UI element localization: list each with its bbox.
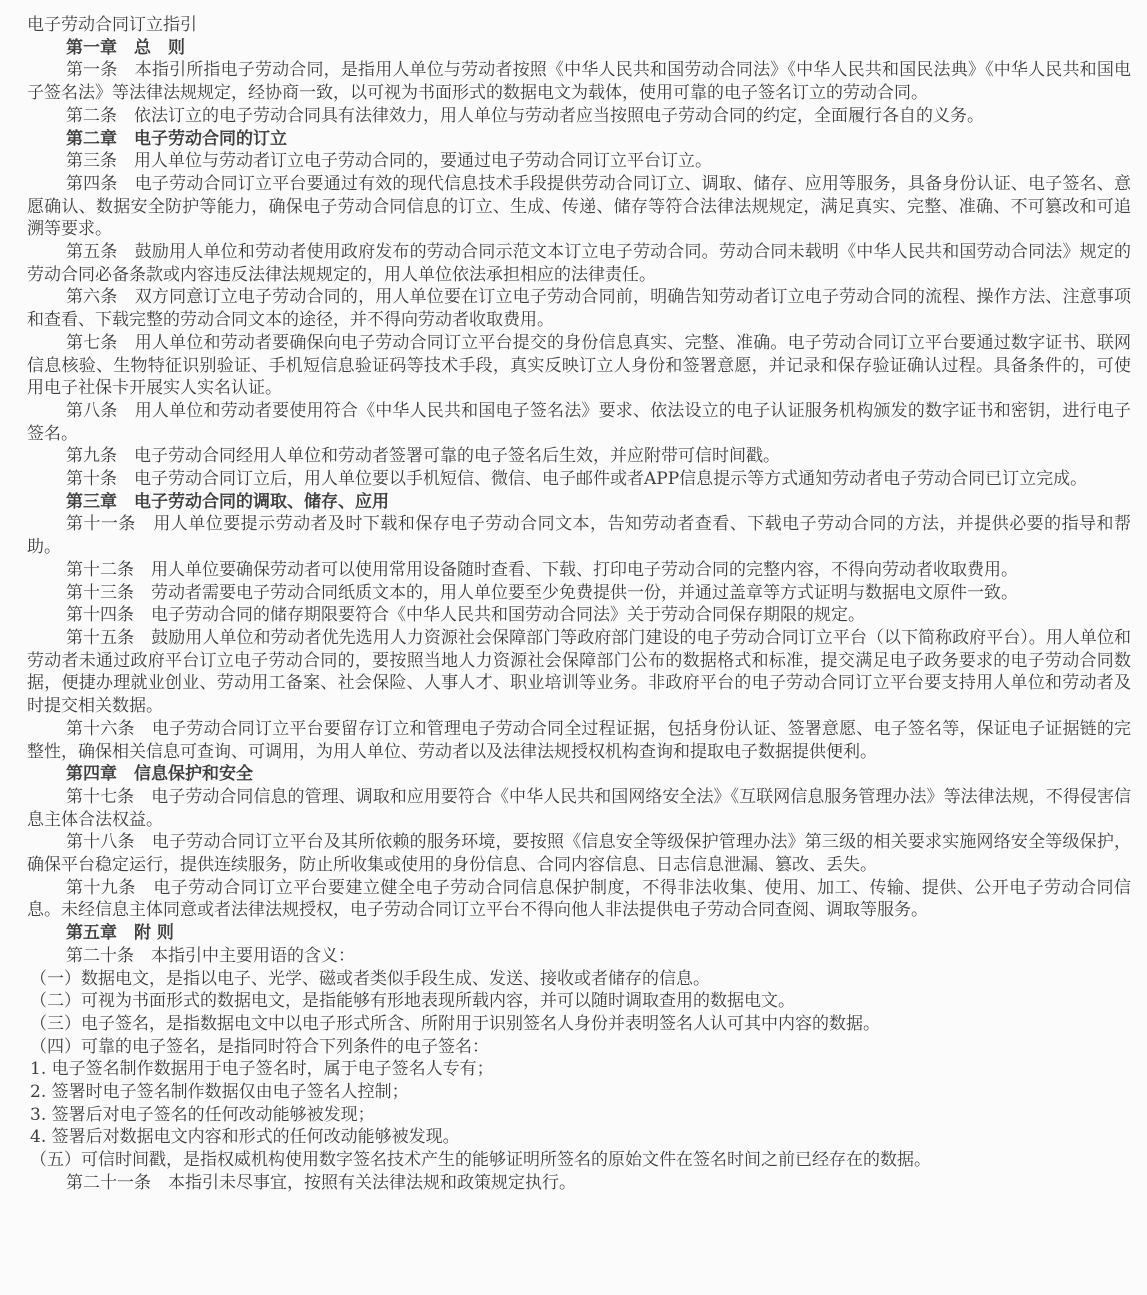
definition-item-3: （三）电子签名，是指数据电文中以电子形式所含、所附用于识别签名人身份并表明签名人认可其中内容的数据。 xyxy=(30,1013,880,1034)
article-8: 第八条 用人单位和劳动者要使用符合《中华人民共和国电子签名法》要求、依法设立的电子认证服务机构颁发的数字证书和密钥，进行电子签名。 xyxy=(27,400,1131,444)
article-17: 第十七条 电子劳动合同信息的管理、调取和应用要符合《中华人民共和国网络安全法》《互联网信息服务管理办法》等法律法规，不得侵害信息主体合法权益。 xyxy=(27,786,1131,830)
article-15: 第十五条 鼓励用人单位和劳动者优先选用人力资源社会保障部门等政府部门建设的电子劳动合同订立平台（以下简称政府平台）。用人单位和劳动者未通过政府平台订立电子劳动合同的，要按照当地人力资源社会保障部门公布的数据格式和标准，提交满足电子政务要求的电子劳动合同数据，便捷办理就业创业、劳动用工备案、社会保险、人事人才、职业培训等业务。非政府平台的电子劳动合同订立平台要支持用人单位和劳动者及时提交相关数据。 xyxy=(27,627,1131,717)
article-11: 第十一条 用人单位要提示劳动者及时下载和保存电子劳动合同文本，告知劳动者查看、下载电子劳动合同的方法，并提供必要的指导和帮助。 xyxy=(27,514,1131,558)
condition-3: 3. 签署后对电子签名的任何改动能够被发现； xyxy=(30,1104,375,1125)
definition-item-1: （一）数据电文，是指以电子、光学、磁或者类似手段生成、发送、接收或者储存的信息。 xyxy=(30,968,710,989)
article-20: 第二十条 本指引中主要用语的含义： xyxy=(66,945,355,966)
article-21: 第二十一条 本指引未尽事宜，按照有关法律法规和政策规定执行。 xyxy=(66,1172,576,1193)
article-3: 第三条 用人单位与劳动者订立电子劳动合同的，要通过电子劳动合同订立平台订立。 xyxy=(66,151,712,172)
article-16: 第十六条 电子劳动合同订立平台要留存订立和管理电子劳动合同全过程证据，包括身份认证、签署意愿、电子签名等，保证电子证据链的完整性，确保相关信息可查询、可调用，为用人单位、劳动者以及法律法规授权机构查询和提取电子数据提供便利。 xyxy=(27,718,1131,762)
condition-4: 4. 签署后对数据电文内容和形式的任何改动能够被发现。 xyxy=(30,1127,460,1148)
article-13: 第十三条 劳动者需要电子劳动合同纸质文本的，用人单位要至少免费提供一份，并通过盖章等方式证明与数据电文原件一致。 xyxy=(66,582,1018,603)
article-9: 第九条 电子劳动合同经用人单位和劳动者签署可靠的电子签名后生效，并应附带可信时间戳。 xyxy=(66,446,780,467)
article-14: 第十四条 电子劳动合同的储存期限要符合《中华人民共和国劳动合同法》关于劳动合同保存期限的规定。 xyxy=(66,605,865,626)
chapter-3-heading: 第三章 电子劳动合同的调取、储存、应用 xyxy=(66,491,389,512)
document-title: 电子劳动合同订立指引 xyxy=(27,15,197,35)
article-1: 第一条 本指引所指电子劳动合同，是指用人单位与劳动者按照《中华人民共和国劳动合同法》《中华人民共和国民法典》《中华人民共和国电子签名法》等法律法规规定，经协商一致，以可视为书面形式的数据电文为载体，使用可靠的电子签名订立的劳动合同。 xyxy=(27,60,1131,104)
definition-item-2: （二）可视为书面形式的数据电文，是指能够有形地表现所载内容，并可以随时调取查用的数据电文。 xyxy=(30,991,795,1012)
chapter-4-heading: 第四章 信息保护和安全 xyxy=(66,764,253,785)
chapter-2-heading: 第二章 电子劳动合同的订立 xyxy=(66,128,287,149)
article-10: 第十条 电子劳动合同订立后，用人单位要以手机短信、微信、电子邮件或者APP信息提示等方式通知劳动者电子劳动合同已订立完成。 xyxy=(66,469,1088,490)
condition-1: 1. 电子签名制作数据用于电子签名时，属于电子签名人专有； xyxy=(30,1059,494,1080)
article-2: 第二条 依法订立的电子劳动合同具有法律效力，用人单位与劳动者应当按照电子劳动合同的约定，全面履行各自的义务。 xyxy=(66,105,984,126)
chapter-5-heading: 第五章 附 则 xyxy=(66,923,174,944)
article-5: 第五条 鼓励用人单位和劳动者使用政府发布的劳动合同示范文本订立电子劳动合同。劳动合同未载明《中华人民共和国劳动合同法》规定的劳动合同必备条款或内容违反法律法规规定的，用人单位依法承担相应的法律责任。 xyxy=(27,242,1131,285)
definition-item-4: （四）可靠的电子签名，是指同时符合下列条件的电子签名： xyxy=(30,1036,489,1057)
chapter-1-heading: 第一章 总 则 xyxy=(66,37,185,58)
condition-2: 2. 签署时电子签名制作数据仅由电子签名人控制； xyxy=(30,1082,409,1103)
definition-item-5: （五）可信时间戳，是指权威机构使用数字签名技术产生的能够证明所签名的原始文件在签名时间之前已经存在的数据。 xyxy=(30,1150,931,1171)
article-4: 第四条 电子劳动合同订立平台要通过有效的现代信息技术手段提供劳动合同订立、调取、储存、应用等服务，具备身份认证、电子签名、意愿确认、数据安全防护等能力，确保电子劳动合同信息的订立、生成、传递、储存等符合法律法规规定，满足真实、完整、准确、不可篡改和可追溯等要求。 xyxy=(27,173,1131,240)
article-7: 第七条 用人单位和劳动者要确保向电子劳动合同订立平台提交的身份信息真实、完整、准确。电子劳动合同订立平台要通过数字证书、联网信息核验、生物特征识别验证、手机短信息验证码等技术手段，真实反映订立人身份和签署意愿，并记录和保存验证确认过程。具备条件的，可使用电子社保卡开展实人实名认证。 xyxy=(27,332,1131,399)
article-12: 第十二条 用人单位要确保劳动者可以使用常用设备随时查看、下载、打印电子劳动合同的完整内容，不得向劳动者收取费用。 xyxy=(66,559,1018,580)
article-19: 第十九条 电子劳动合同订立平台要建立健全电子劳动合同信息保护制度，不得非法收集、使用、加工、传输、提供、公开电子劳动合同信息。未经信息主体同意或者法律法规授权，电子劳动合同订立平台不得向他人非法提供电子劳动合同查阅、调取等服务。 xyxy=(27,877,1131,921)
article-18: 第十八条 电子劳动合同订立平台及其所依赖的服务环境，要按照《信息安全等级保护管理办法》第三级的相关要求实施网络安全等级保护，确保平台稳定运行，提供连续服务，防止所收集或使用的身份信息、合同内容信息、日志信息泄漏、篡改、丢失。 xyxy=(27,832,1131,876)
article-6: 第六条 双方同意订立电子劳动合同的，用人单位要在订立电子劳动合同前，明确告知劳动者订立电子劳动合同的流程、操作方法、注意事项和查看、下载完整的劳动合同文本的途径，并不得向劳动者收取费用。 xyxy=(27,287,1131,331)
